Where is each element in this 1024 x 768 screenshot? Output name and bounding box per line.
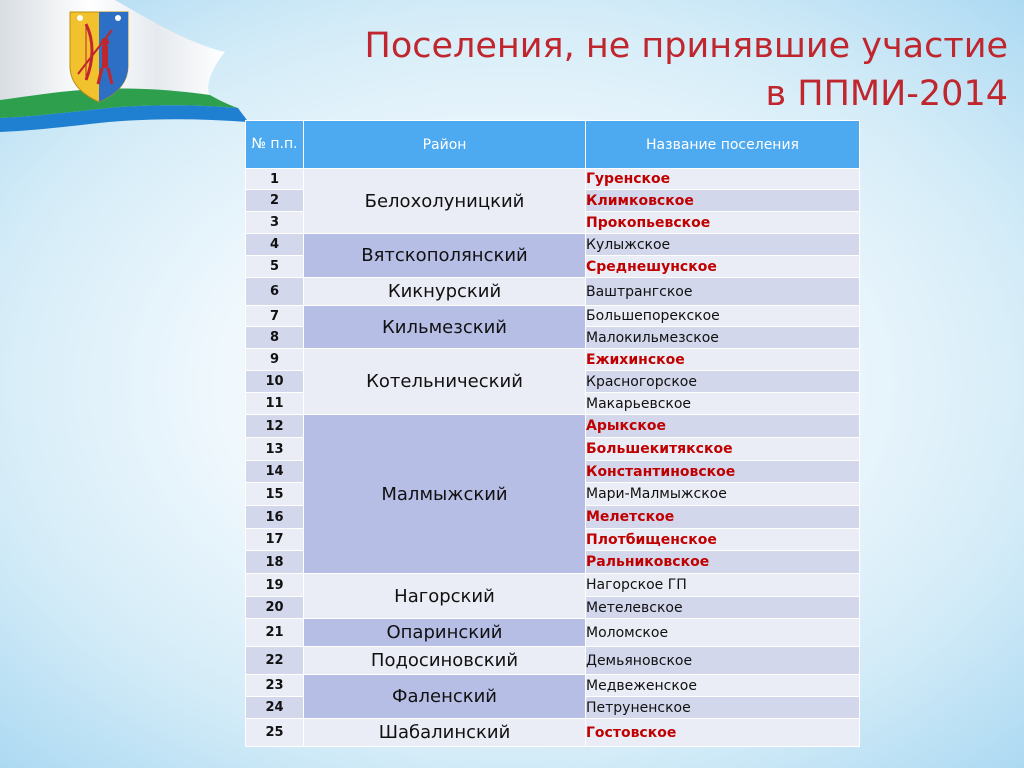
settlement-name: Мари-Малмыжское xyxy=(586,483,860,506)
district-name: Подосиновский xyxy=(304,647,586,675)
settlement-name: Гостовское xyxy=(586,719,860,747)
settlement-name: Малокильмезское xyxy=(586,327,860,349)
row-number: 3 xyxy=(246,212,304,234)
row-number: 24 xyxy=(246,697,304,719)
settlement-name: Ежихинское xyxy=(586,349,860,371)
kirov-oblast-flag xyxy=(0,0,250,150)
table-row xyxy=(246,234,860,256)
table-row xyxy=(246,415,860,438)
settlement-name: Моломское xyxy=(586,619,860,647)
table-row xyxy=(246,574,860,597)
settlement-name: Климковское xyxy=(586,190,860,212)
table-row xyxy=(246,349,860,371)
settlements-table xyxy=(245,120,860,747)
settlement-name: Плотбищенское xyxy=(586,529,860,551)
row-number: 7 xyxy=(246,306,304,327)
district-name: Малмыжский xyxy=(304,415,586,574)
page-title-line-2: в ППМИ-2014 xyxy=(765,74,1008,114)
settlement-name: Гуренское xyxy=(586,169,860,190)
settlement-name: Среднешунское xyxy=(586,256,860,278)
row-number: 4 xyxy=(246,234,304,256)
row-number: 18 xyxy=(246,551,304,574)
district-name: Опаринский xyxy=(304,619,586,647)
row-number: 17 xyxy=(246,529,304,551)
district-name: Шабалинский xyxy=(304,719,586,747)
row-number: 10 xyxy=(246,371,304,393)
row-number: 16 xyxy=(246,506,304,529)
table-row xyxy=(246,619,860,647)
row-number: 23 xyxy=(246,675,304,697)
settlement-name: Нагорское ГП xyxy=(586,574,860,597)
settlement-name: Кулыжское xyxy=(586,234,860,256)
row-number: 8 xyxy=(246,327,304,349)
district-name: Кикнурский xyxy=(304,278,586,306)
header-number: № п.п. xyxy=(246,121,304,169)
page-title-line-1: Поселения, не принявшие участие xyxy=(364,26,1008,66)
row-number: 9 xyxy=(246,349,304,371)
settlement-name: Мелетское xyxy=(586,506,860,529)
row-number: 22 xyxy=(246,647,304,675)
district-name: Кильмезский xyxy=(304,306,586,349)
settlement-name: Константиновское xyxy=(586,461,860,483)
row-number: 20 xyxy=(246,597,304,619)
district-name: Фаленский xyxy=(304,675,586,719)
settlement-name: Ваштрангское xyxy=(586,278,860,306)
row-number: 2 xyxy=(246,190,304,212)
row-number: 21 xyxy=(246,619,304,647)
table-header-row xyxy=(246,121,860,169)
table-body xyxy=(246,169,860,747)
row-number: 6 xyxy=(246,278,304,306)
settlement-name: Большекитякское xyxy=(586,438,860,461)
coat-of-arms-icon xyxy=(70,12,128,102)
settlement-name: Ральниковское xyxy=(586,551,860,574)
settlement-name: Демьяновское xyxy=(586,647,860,675)
row-number: 1 xyxy=(246,169,304,190)
table-row xyxy=(246,278,860,306)
table-row xyxy=(246,647,860,675)
row-number: 11 xyxy=(246,393,304,415)
settlement-name: Арыкское xyxy=(586,415,860,438)
settlement-name: Метелевское xyxy=(586,597,860,619)
settlement-name: Прокопьевское xyxy=(586,212,860,234)
district-name: Котельнический xyxy=(304,349,586,415)
row-number: 15 xyxy=(246,483,304,506)
table-row xyxy=(246,675,860,697)
row-number: 25 xyxy=(246,719,304,747)
row-number: 13 xyxy=(246,438,304,461)
settlement-name: Медвеженское xyxy=(586,675,860,697)
settlement-name: Петруненское xyxy=(586,697,860,719)
row-number: 14 xyxy=(246,461,304,483)
page-title xyxy=(288,22,1008,118)
settlement-name: Макарьевское xyxy=(586,393,860,415)
table-row xyxy=(246,719,860,747)
district-name: Нагорский xyxy=(304,574,586,619)
settlement-name: Красногорское xyxy=(586,371,860,393)
settlement-name: Большепорекское xyxy=(586,306,860,327)
table-row xyxy=(246,306,860,327)
header-settlement: Название поселения xyxy=(586,121,860,169)
row-number: 12 xyxy=(246,415,304,438)
district-name: Вятскополянский xyxy=(304,234,586,278)
district-name: Белохолуницкий xyxy=(304,169,586,234)
table-row xyxy=(246,169,860,190)
row-number: 19 xyxy=(246,574,304,597)
row-number: 5 xyxy=(246,256,304,278)
header-district: Район xyxy=(304,121,586,169)
